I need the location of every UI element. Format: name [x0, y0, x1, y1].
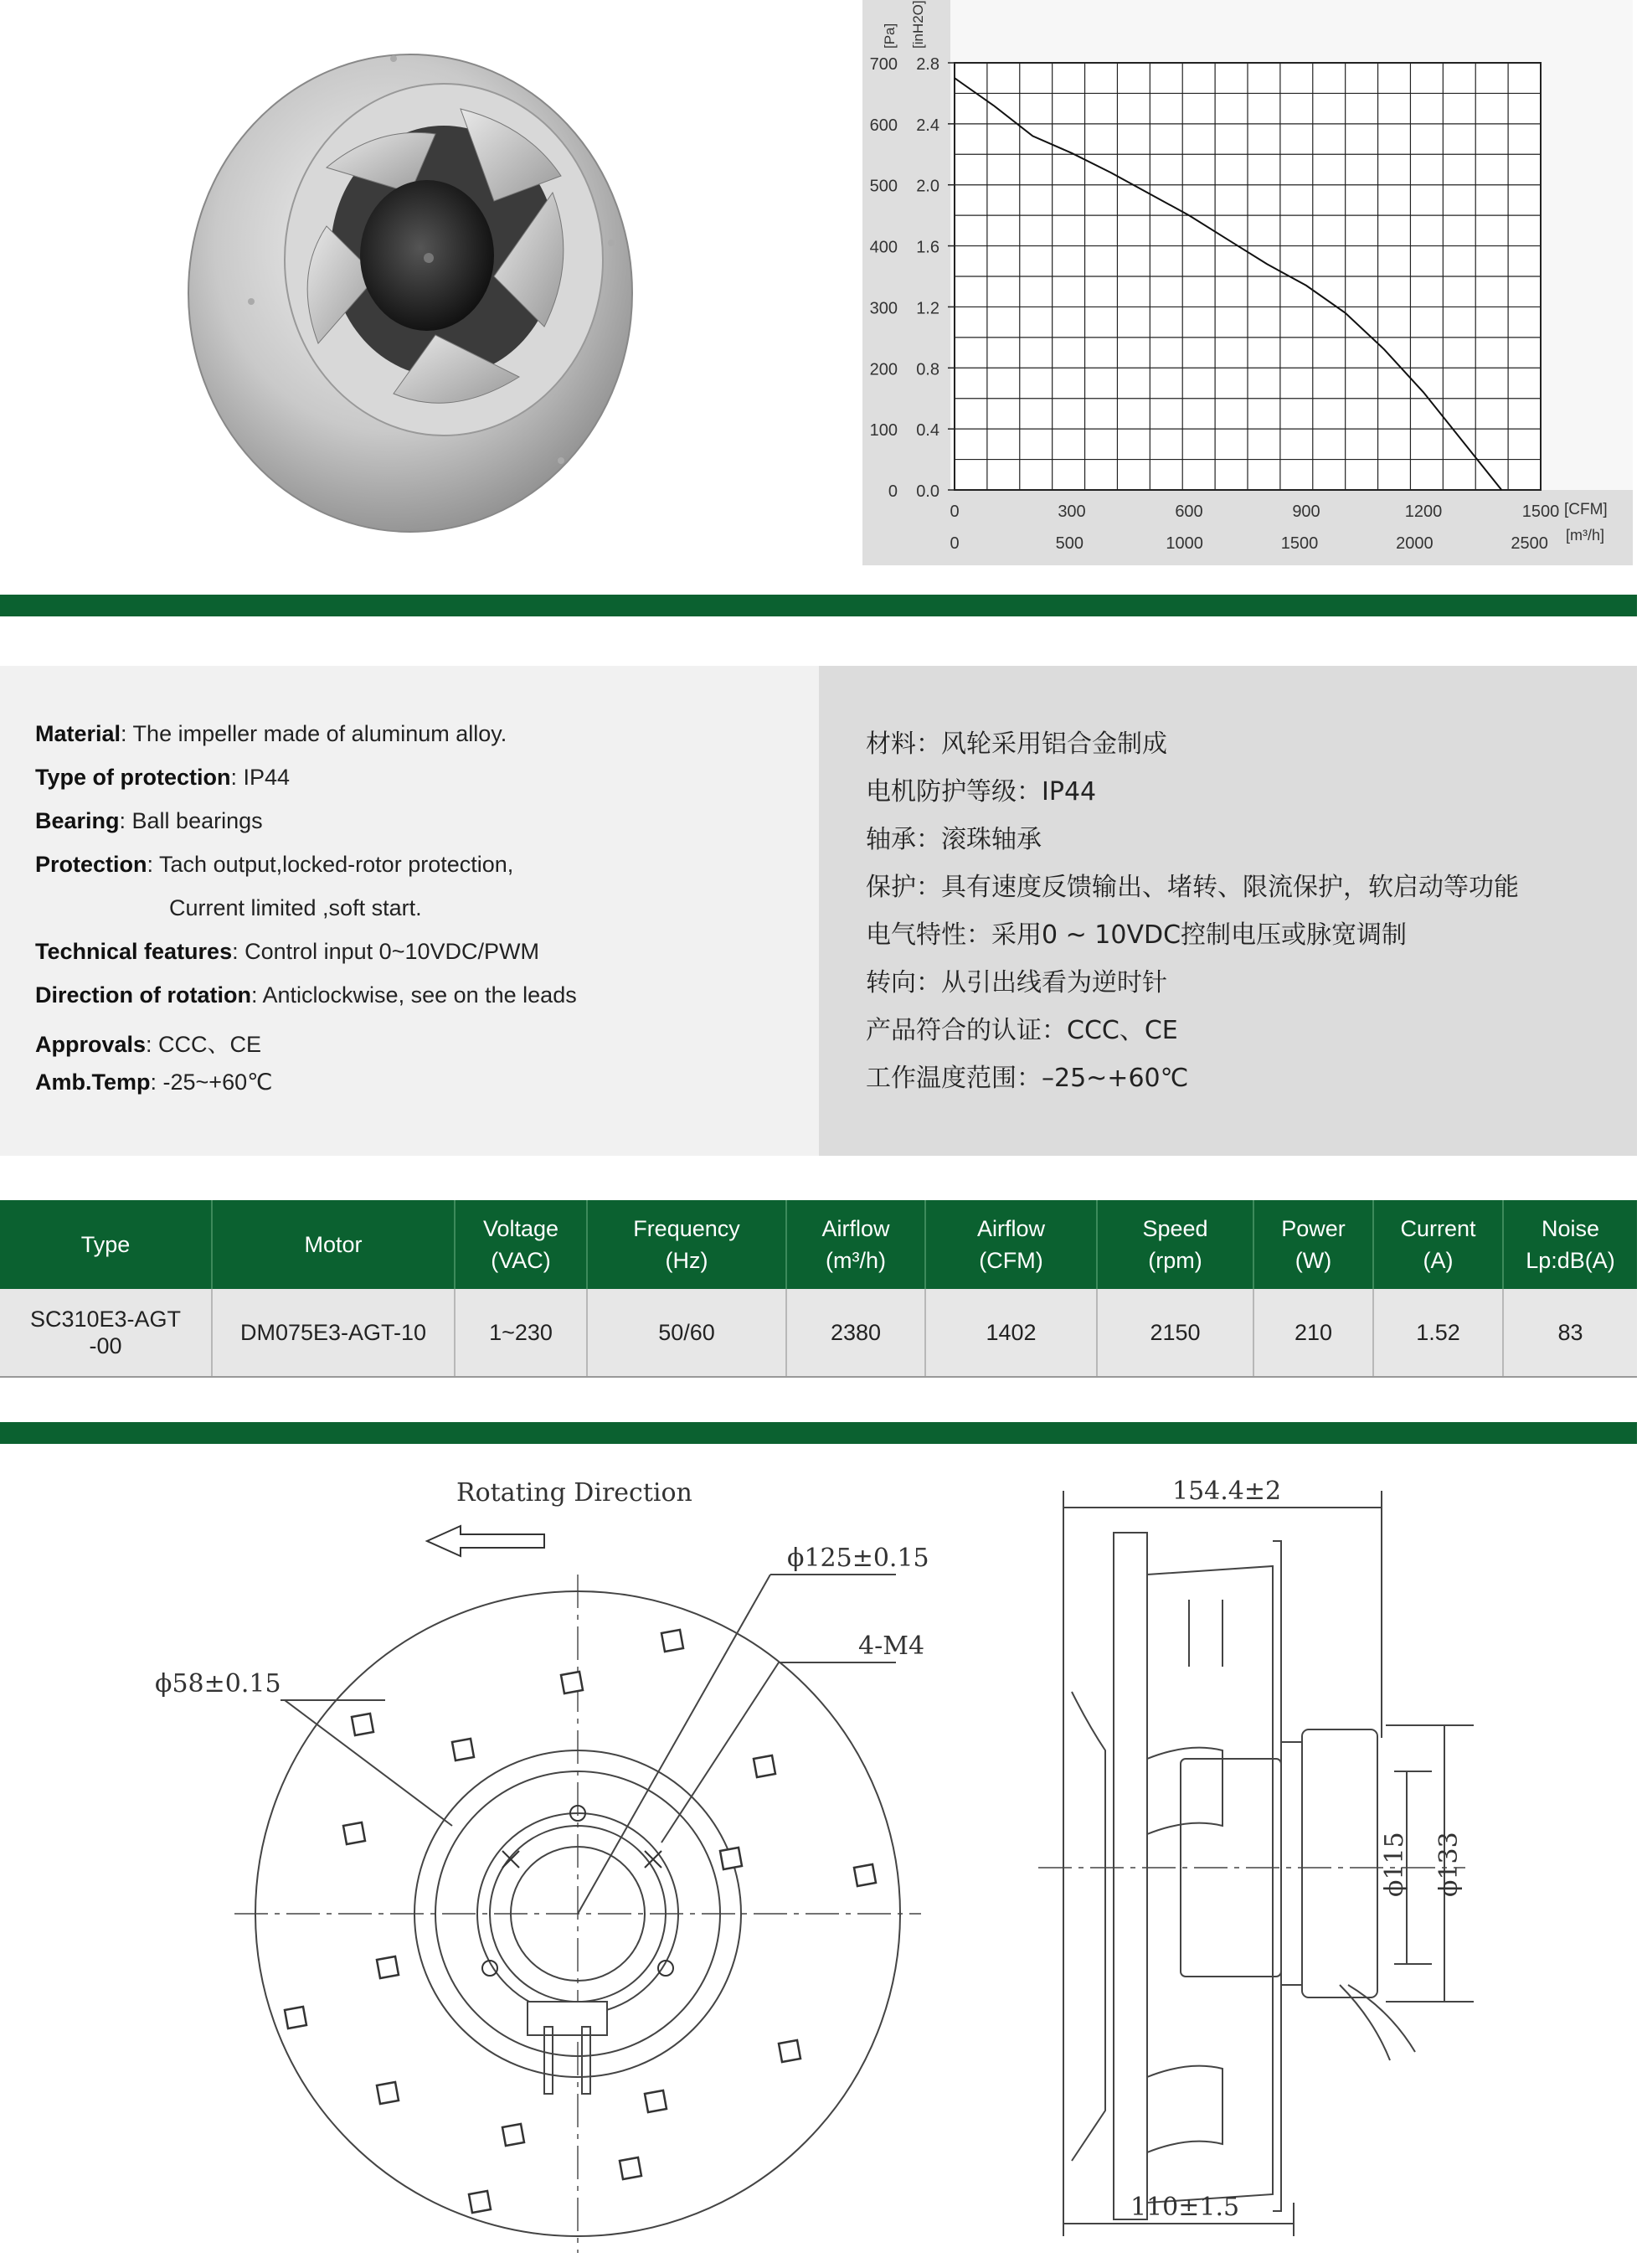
- pressure-airflow-chart: [862, 0, 1633, 565]
- cell-voltage: 1~230: [455, 1289, 587, 1377]
- spec-cn-protection: 保护：具有速度反馈输出、堵转、限流保护，软启动等功能: [866, 873, 1519, 902]
- header-motor: Motor: [212, 1200, 455, 1289]
- side-view-drawing: [1022, 1474, 1474, 2261]
- cell-speed: 2150: [1097, 1289, 1253, 1377]
- y-tick-label-pa: 500: [869, 177, 898, 196]
- y-tick-label-inh2o: 2.0: [916, 177, 939, 196]
- dim-label-133: ϕ133: [1434, 1832, 1464, 1897]
- y-tick-label-inh2o: 2.4: [916, 116, 939, 135]
- dim-label-125: ϕ125±0.15: [787, 1544, 929, 1573]
- header-power: Power (W): [1253, 1200, 1373, 1289]
- spec-protection-type: Type of protection: IP44: [35, 765, 291, 790]
- y-tick-label-pa: 200: [869, 360, 898, 379]
- front-view-drawing: [142, 1457, 946, 2261]
- spec-approvals: Approvals: CCC、CE: [35, 1032, 262, 1057]
- x-tick-label-cfm: 1500: [1521, 503, 1560, 521]
- x-unit-m3h: [m³/h]: [1566, 527, 1605, 544]
- y-tick-label-inh2o: 2.8: [916, 55, 939, 74]
- spec-cn-temperature: 工作温度范围：–25~+60℃: [866, 1064, 1189, 1093]
- cell-airflow-cfm: 1402: [925, 1289, 1097, 1377]
- spec-direction: Direction of rotation: Anticlockwise, see on the leads: [35, 982, 577, 1008]
- cell-frequency: 50/60: [587, 1289, 786, 1377]
- x-tick-label-cfm: 900: [1292, 503, 1320, 521]
- header-current: Current (A): [1373, 1200, 1503, 1289]
- header-frequency: Frequency (Hz): [587, 1200, 786, 1289]
- y-tick-label-pa: 600: [869, 116, 898, 135]
- header-airflow-m3h: Airflow (m³/h): [786, 1200, 925, 1289]
- cell-airflow-m3h: 2380: [786, 1289, 925, 1377]
- cell-noise: 83: [1503, 1289, 1637, 1377]
- x-tick-label-cfm: 0: [950, 503, 960, 521]
- centrifugal-fan-image: [159, 25, 645, 536]
- y-tick-label-pa: 100: [869, 421, 898, 441]
- y-tick-label-pa: 400: [869, 238, 898, 257]
- y-tick-label-inh2o: 0.4: [916, 421, 939, 441]
- spec-material: Material: The impeller made of aluminum alloy.: [35, 721, 507, 746]
- y-unit-pa: [Pa]: [882, 23, 898, 49]
- dim-label-110: 110±1.5: [1130, 2193, 1240, 2222]
- rotating-direction-label: Rotating Direction: [456, 1478, 692, 1508]
- x-unit-cfm: [CFM]: [1564, 501, 1608, 518]
- cell-type: SC310E3-AGT -00: [0, 1289, 212, 1377]
- cell-power: 210: [1253, 1289, 1373, 1377]
- side-view-svg: [1022, 1474, 1474, 2261]
- cell-motor: DM075E3-AGT-10: [212, 1289, 455, 1377]
- spec-cn-approvals: 产品符合的认证：CCC、CE: [866, 1016, 1178, 1045]
- y-unit-inh2o: [inH2O]: [910, 0, 926, 49]
- spec-bearing: Bearing: Ball bearings: [35, 808, 263, 833]
- x-tick-label-m3h: 1000: [1166, 534, 1203, 553]
- performance-chart: [862, 0, 1633, 565]
- spec-table: [0, 1200, 1637, 1378]
- y-tick-label-inh2o: 0.0: [916, 482, 939, 501]
- dim-label-m4: 4-M4: [858, 1631, 925, 1661]
- y-tick-label-inh2o: 1.6: [916, 238, 939, 257]
- header-noise: Noise Lp:dB(A): [1503, 1200, 1637, 1289]
- y-tick-label-inh2o: 1.2: [916, 299, 939, 318]
- spec-protection-line2: Current limited ,soft start.: [169, 895, 422, 920]
- y-tick-label-pa: 700: [869, 55, 898, 74]
- spec-protection: Protection: Tach output,locked-rotor protection,: [35, 852, 514, 877]
- specs-english-panel: [0, 666, 819, 1156]
- spec-cn-bearing: 轴承：滚珠轴承: [866, 825, 1042, 854]
- spec-cn-electrical: 电气特性：采用0 ~ 10VDC控制电压或脉宽调制: [866, 920, 1408, 950]
- spec-amb-temp: Amb.Temp: -25~+60℃: [35, 1070, 273, 1095]
- y-tick-label-pa: 300: [869, 299, 898, 318]
- y-tick-label-inh2o: 0.8: [916, 360, 939, 379]
- divider-bar-bottom: [0, 1422, 1637, 1444]
- header-speed: Speed (rpm): [1097, 1200, 1253, 1289]
- x-tick-label-m3h: 2000: [1396, 534, 1434, 553]
- rotation-arrow-icon: [427, 1526, 544, 1556]
- dim-label-58: ϕ58±0.15: [155, 1669, 281, 1698]
- header-type: Type: [0, 1200, 212, 1289]
- x-tick-label-cfm: 600: [1175, 503, 1203, 521]
- spec-cn-protection-type: 电机防护等级：IP44: [866, 777, 1097, 807]
- divider-bar-top: [0, 595, 1637, 616]
- front-view-svg: [142, 1457, 946, 2261]
- x-tick-label-m3h: 0: [950, 534, 960, 553]
- x-tick-label-cfm: 300: [1058, 503, 1086, 521]
- header-voltage: Voltage (VAC): [455, 1200, 587, 1289]
- y-tick-label-pa: 0: [888, 482, 898, 501]
- fan-photo: [159, 25, 645, 536]
- header-airflow-cfm: Airflow (CFM): [925, 1200, 1097, 1289]
- specs-chinese-panel: [819, 666, 1637, 1156]
- x-tick-label-m3h: 2500: [1511, 534, 1548, 553]
- x-tick-label-m3h: 500: [1055, 534, 1084, 553]
- dim-label-115: ϕ115: [1380, 1832, 1409, 1897]
- spec-technical: Technical features: Control input 0~10VDC/PWM: [35, 939, 539, 964]
- cell-current: 1.52: [1373, 1289, 1503, 1377]
- table-header-row: [0, 1200, 1637, 1289]
- dim-label-154: 154.4±2: [1172, 1477, 1282, 1506]
- spec-cn-material: 材料：风轮采用铝合金制成: [866, 729, 1167, 759]
- table-row: [0, 1289, 1637, 1377]
- spec-cn-direction: 转向：从引出线看为逆时针: [866, 968, 1167, 997]
- x-tick-label-m3h: 1500: [1280, 534, 1319, 553]
- x-tick-label-cfm: 1200: [1404, 503, 1443, 521]
